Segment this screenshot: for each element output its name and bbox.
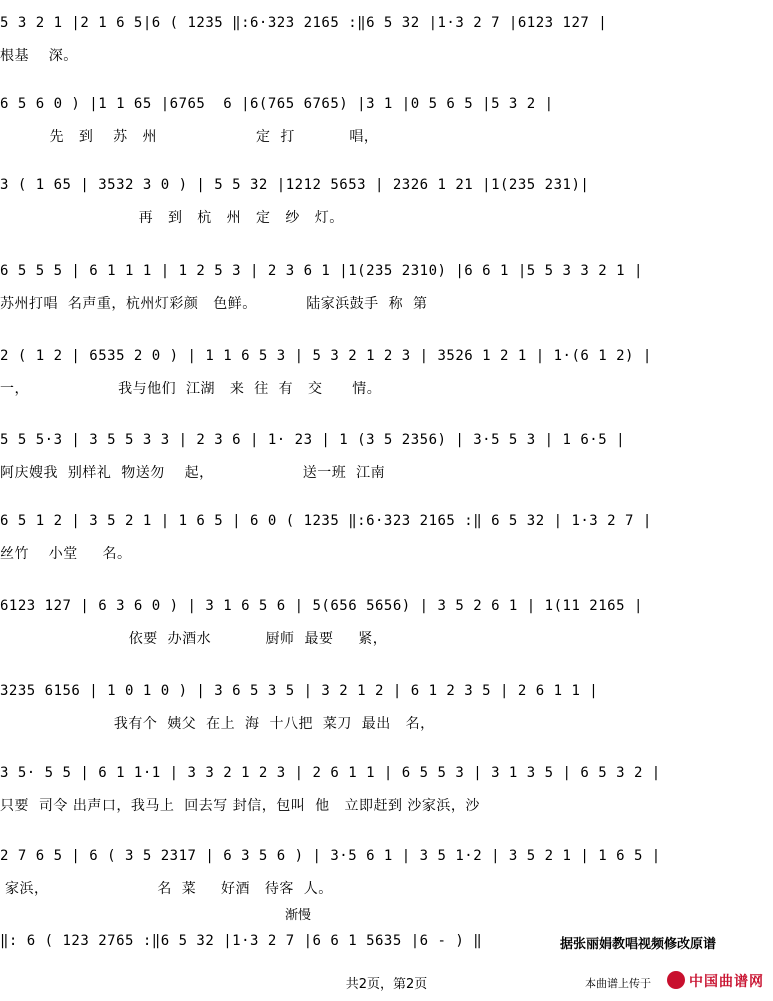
notation-line: 5 5 5·3 | 3 5 5 3 3 | 2 3 6 | 1· 23 | 1 (3 5 2356) | 3·5 5 3 | 1 6·5 | xyxy=(0,432,626,448)
score-row-11 xyxy=(0,848,773,928)
lyrics-line: 家浜， 名 菜 好酒 待客 人。 xyxy=(0,881,333,897)
score-row-10 xyxy=(0,765,773,845)
page-info: 共2页，第2页 xyxy=(345,977,428,992)
lyrics-line: 苏州打唱 名声重，杭州灯彩颜 色鲜。 陆家浜鼓手 称 第 xyxy=(0,296,428,312)
notation-line: 3235 6156 | 1 0 1 0 ) | 3 6 5 3 5 | 3 2 1 2 | 6 1 2 3 5 | 2 6 1 1 | xyxy=(0,683,599,699)
lyrics-line: 阿庆嫂我 别样礼 物送勿 起， 送一班 江南 xyxy=(0,465,386,481)
notation-line: 3 5· 5 5 | 6 1 1·1 | 3 3 2 1 2 3 | 2 6 1 1 | 6 5 5 3 | 3 1 3 5 | 6 5 3 2 | xyxy=(0,765,661,781)
score-row-2 xyxy=(0,96,773,176)
score-row-7 xyxy=(0,513,773,593)
notation-line: 6 5 5 5 | 6 1 1 1 | 1 2 5 3 | 2 3 6 1 |1(235 2310) |6 6 1 |5 5 3 3 2 1 | xyxy=(0,263,643,279)
notation-line: 2 7 6 5 | 6 ( 3 5 2317 | 6 3 5 6 ) | 3·5 6 1 | 3 5 1·2 | 3 5 2 1 | 1 6 5 | xyxy=(0,848,661,864)
lyrics-line: 一， 我与他们 江湖 来 往 有 交 情。 xyxy=(0,381,382,397)
lyrics-line: 根基 深。 xyxy=(0,48,78,64)
notation-line: 6 5 6 0 ) |1 1 65 |6765 6 |6(765 6765) |3 1 |0 5 6 5 |5 3 2 | xyxy=(0,96,554,112)
score-row-12 xyxy=(0,933,773,963)
score-row-1 xyxy=(0,15,773,95)
upload-note: 本曲谱上传于 xyxy=(585,977,651,990)
lyrics-line: 只要 司令 出声口，我马上 回去写 封信，包叫 他 立即赶到 沙家浜，沙 xyxy=(0,798,480,814)
logo-text: 中国曲谱网 xyxy=(689,974,764,990)
tempo-mark: 渐慢 xyxy=(285,908,312,923)
notation-line: 2 ( 1 2 | 6535 2 0 ) | 1 1 6 5 3 | 5 3 2 1 2 3 | 3526 1 2 1 | 1·(6 1 2) | xyxy=(0,348,652,364)
lyrics-line: 再 到 杭 州 定 纱 灯。 xyxy=(0,210,344,226)
lyrics-line: 先 到 苏 州 定 打 唱， xyxy=(0,129,379,145)
score-row-5 xyxy=(0,348,773,428)
notation-line: 6123 127 | 6 3 6 0 ) | 3 1 6 5 6 | 5(656 5656) | 3 5 2 6 1 | 1(11 2165 | xyxy=(0,598,643,614)
lyrics-line: 丝竹 小堂 名。 xyxy=(0,546,132,562)
score-row-3 xyxy=(0,177,773,257)
score-row-6 xyxy=(0,432,773,512)
score-row-4 xyxy=(0,263,773,343)
source-note: 据张丽娟教唱视频修改原谱 xyxy=(560,937,717,952)
lyrics-line: 我有个 姨父 在上 海 十八把 菜刀 最出 名， xyxy=(0,716,435,732)
notation-line: 6 5 1 2 | 3 5 2 1 | 1 6 5 | 6 0 ( 1235 ‖:6·323 2165 :‖ 6 5 32 | 1·3 2 7 | xyxy=(0,513,652,529)
notation-line: ‖: 6 ( 123 2765 :‖6 5 32 |1·3 2 7 |6 6 1 5635 |6 - ) ‖ xyxy=(0,933,483,949)
score-row-8 xyxy=(0,598,773,678)
notation-line: 5 3 2 1 |2 1 6 5|6 ( 1235 ‖:6·323 2165 :‖6 5 32 |1·3 2 7 |6123 127 | xyxy=(0,15,608,31)
logo-icon xyxy=(667,971,685,989)
notation-line: 3 ( 1 65 | 3532 3 0 ) | 5 5 32 |1212 5653 | 2326 1 21 |1(235 231)| xyxy=(0,177,590,193)
site-logo xyxy=(667,970,767,992)
score-row-9 xyxy=(0,683,773,763)
lyrics-line: 依要 办酒水 厨师 最要 紧， xyxy=(0,631,388,647)
